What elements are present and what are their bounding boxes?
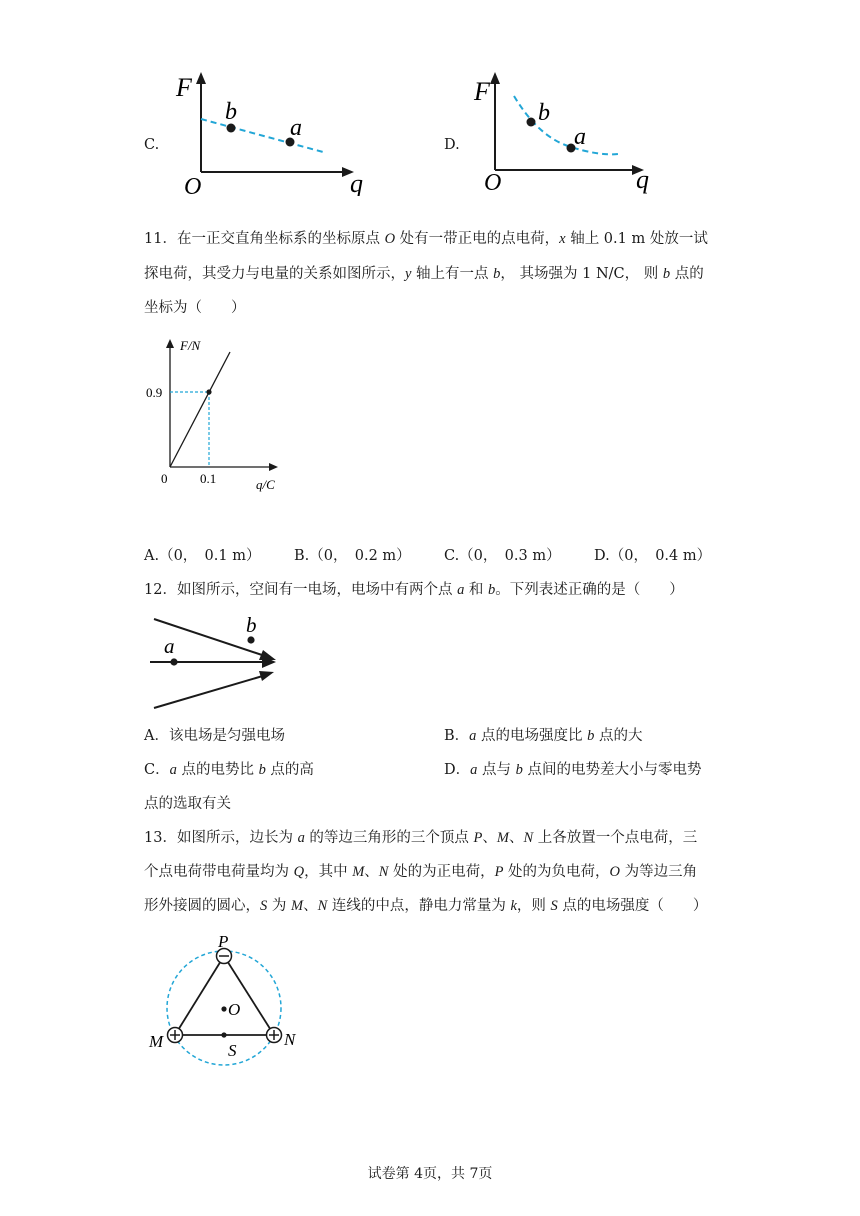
- data-point: [206, 389, 211, 394]
- axis-label-f: F: [474, 77, 490, 106]
- q13-triangle-figure: [140, 928, 320, 1073]
- point-b: [527, 118, 536, 127]
- midpoint-s: [221, 1032, 226, 1037]
- q12-option-d-continued[interactable]: 点的选取有关: [144, 796, 231, 812]
- label-a: a: [164, 634, 175, 658]
- label-p: P: [218, 932, 229, 951]
- y-tick-label: 0.9: [146, 385, 163, 400]
- label-s: S: [228, 1041, 237, 1060]
- q11-graph: [140, 330, 300, 495]
- origin-label: O: [184, 174, 202, 196]
- q11-line-2: 探电荷，其受力与电量的关系如图所示，y 轴上有一点 b， 其场强为 1 N/C， 则 b 点的: [144, 266, 704, 282]
- axis-label-q: q: [636, 165, 649, 194]
- label-m: M: [149, 1032, 164, 1051]
- label-b: b: [246, 613, 257, 637]
- q11-option-a[interactable]: A.（0， 0.1 m）: [144, 548, 261, 564]
- q12-option-d[interactable]: D．a 点与 b 点间的电势差大小与零电势: [444, 762, 702, 778]
- axis-label-f: F: [176, 73, 192, 102]
- q13-line-2: 个点电荷带电荷量均为 Q，其中 M、N 处的为正电荷，P 处的为负电荷，O 为等边三角: [144, 864, 698, 880]
- dashed-line-c: [201, 119, 323, 152]
- point-b: [247, 636, 254, 643]
- point-a: [170, 658, 177, 665]
- label-a: a: [290, 115, 302, 141]
- x-axis-label: q/C: [256, 477, 275, 492]
- option-d-label[interactable]: D.: [444, 137, 460, 153]
- label-b: b: [538, 100, 550, 126]
- y-axis-label: F/N: [180, 338, 201, 353]
- page-footer: 试卷第 4页，共 7页: [367, 1166, 493, 1182]
- graph-option-c: [168, 66, 368, 196]
- q12-option-a[interactable]: A．该电场是匀强电场: [144, 728, 285, 744]
- center-point: [221, 1006, 226, 1011]
- q11-line-3: 坐标为（ ）: [144, 300, 246, 316]
- label-o: O: [228, 1000, 241, 1019]
- q12-field-figure: [146, 608, 286, 718]
- x-tick-label: 0.1: [200, 471, 217, 486]
- axis-label-q: q: [350, 169, 363, 196]
- q11-option-c[interactable]: C.（0， 0.3 m）: [444, 548, 561, 564]
- label-a: a: [574, 124, 586, 150]
- option-c-label[interactable]: C.: [144, 137, 160, 153]
- q11-line-1: 11．在一正交直角坐标系的坐标原点 O 处有一带正电的点电荷，x 轴上 0.1 m 处放一试: [144, 231, 708, 247]
- q12-stem: 12．如图所示，空间有一电场，电场中有两个点 a 和 b。下列表述正确的是（ ）: [144, 582, 684, 598]
- q13-line-3: 形外接圆的圆心，S 为 M、N 连线的中点，静电力常量为 k，则 S 点的电场强度（ ）: [144, 898, 708, 914]
- origin-label: O: [484, 170, 502, 196]
- q11-option-b[interactable]: B.（0， 0.2 m）: [294, 548, 411, 564]
- label-b: b: [225, 99, 237, 125]
- label-n: N: [284, 1030, 296, 1049]
- q13-line-1: 13．如图所示，边长为 a 的等边三角形的三个顶点 P、M、N 上各放置一个点电荷，三: [144, 830, 698, 846]
- graph-option-d: [468, 66, 668, 196]
- origin-label: 0: [161, 471, 168, 486]
- q11-option-d[interactable]: D.（0， 0.4 m）: [594, 548, 712, 564]
- q12-option-c[interactable]: C．a 点的电势比 b 点的高: [144, 762, 314, 778]
- force-line: [170, 352, 230, 467]
- q12-option-b[interactable]: B．a 点的电场强度比 b 点的大: [444, 728, 643, 744]
